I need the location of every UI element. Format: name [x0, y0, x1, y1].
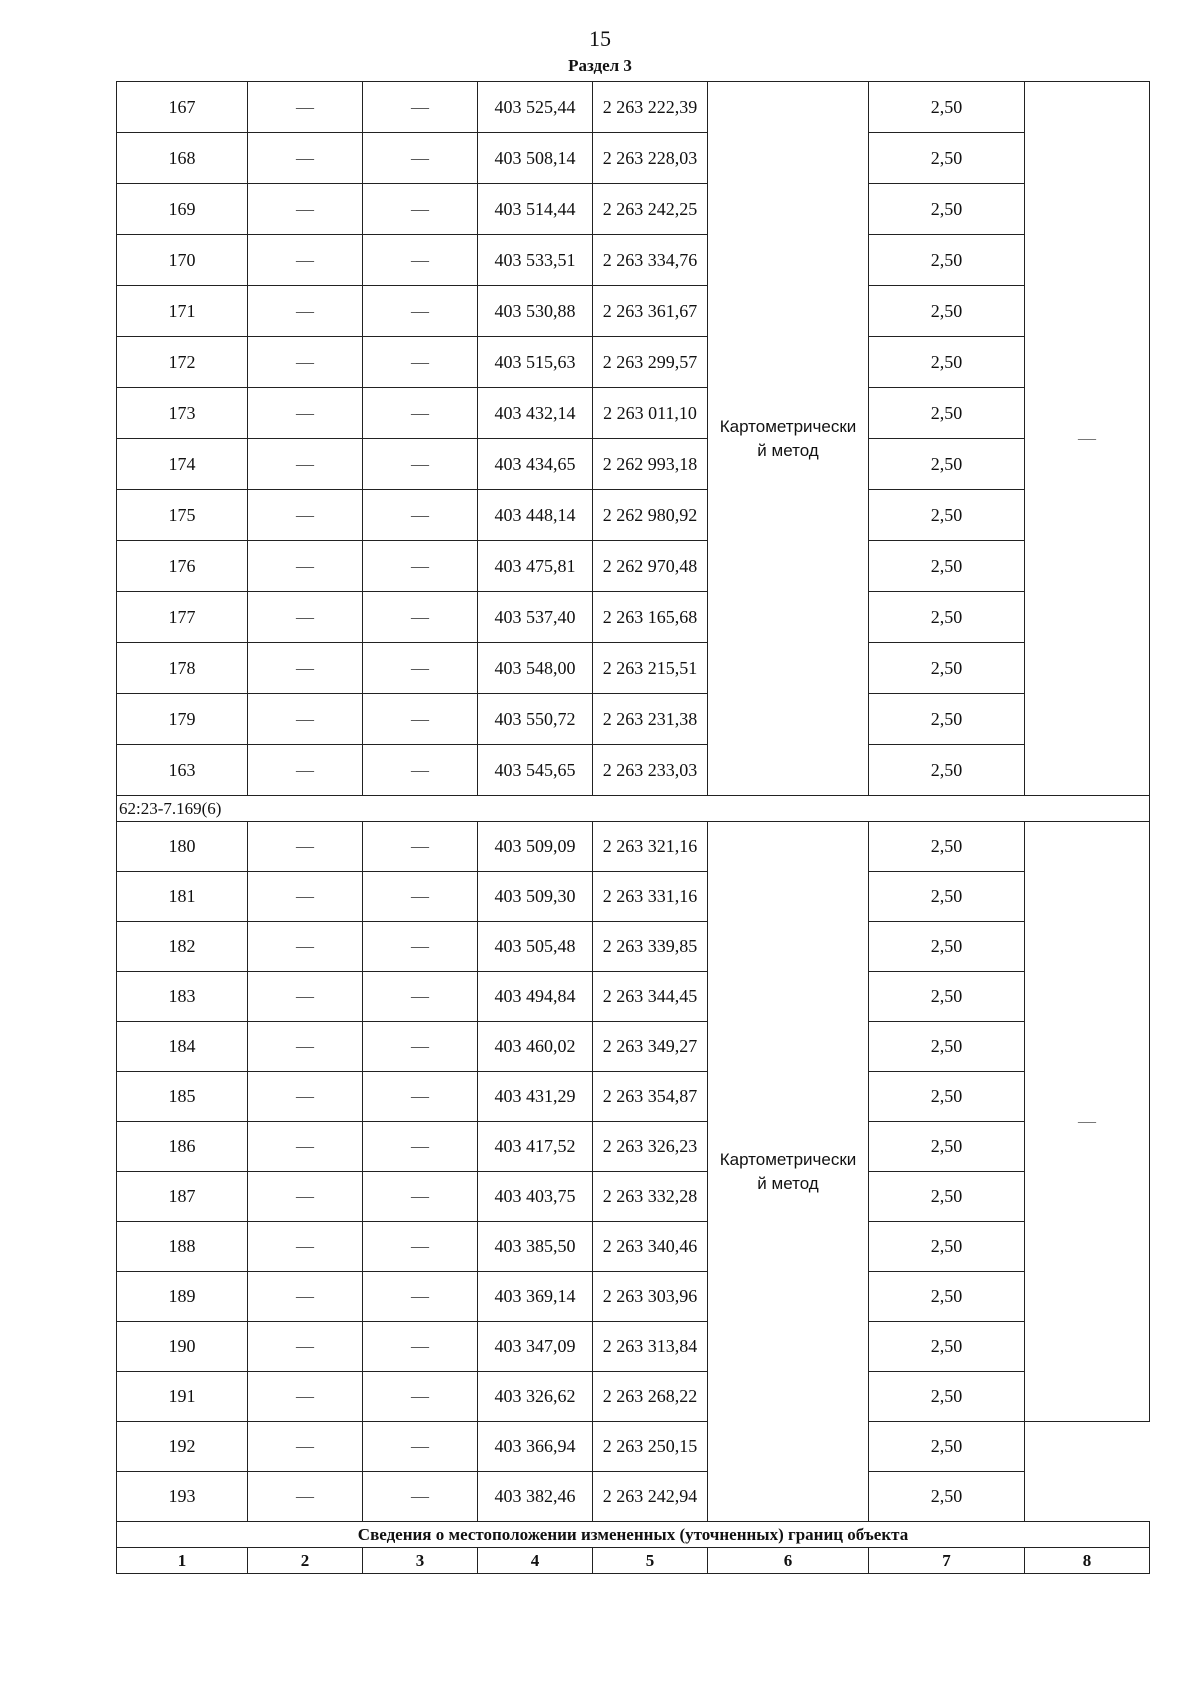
coord-y: 2 263 349,27 [593, 1022, 708, 1072]
coord-y: 2 263 361,67 [593, 286, 708, 337]
dash-cell: — [363, 745, 478, 796]
table-row [117, 643, 1150, 694]
dash-cell: — [248, 972, 363, 1022]
accuracy: 2,50 [869, 82, 1025, 133]
coord-x: 403 509,30 [478, 872, 593, 922]
accuracy: 2,50 [869, 1022, 1025, 1072]
table-row [117, 872, 1150, 922]
point-number: 174 [117, 439, 248, 490]
point-number: 186 [117, 1122, 248, 1172]
accuracy: 2,50 [869, 872, 1025, 922]
dash-cell: — [363, 82, 478, 133]
coord-y: 2 263 228,03 [593, 133, 708, 184]
coord-x: 403 366,94 [478, 1422, 593, 1472]
table-row [117, 286, 1150, 337]
dash-cell: — [363, 1172, 478, 1222]
coord-x: 403 509,09 [478, 822, 593, 872]
coord-x: 403 326,62 [478, 1372, 593, 1422]
dash-cell: — [363, 1372, 478, 1422]
table-row [117, 1122, 1150, 1172]
dash-cell: — [248, 694, 363, 745]
coord-x: 403 545,65 [478, 745, 593, 796]
coord-y: 2 263 331,16 [593, 872, 708, 922]
coord-y: 2 263 354,87 [593, 1072, 708, 1122]
table-row [117, 388, 1150, 439]
section-title: Раздел 3 [568, 56, 632, 75]
dash-cell: — [248, 872, 363, 922]
method-cell [708, 82, 869, 796]
table-caption: Сведения о местоположении измененных (уточненных) границ объекта [117, 1522, 1150, 1548]
table-row [117, 337, 1150, 388]
dash-cell: — [363, 822, 478, 872]
method-text: Картометрически [719, 416, 857, 436]
point-number: 172 [117, 337, 248, 388]
dash-cell: — [248, 922, 363, 972]
dash-cell: — [363, 1322, 478, 1372]
coord-y: 2 263 339,85 [593, 922, 708, 972]
column-number: 5 [593, 1548, 708, 1574]
point-number: 169 [117, 184, 248, 235]
dash-cell: — [363, 541, 478, 592]
accuracy: 2,50 [869, 694, 1025, 745]
dash-cell: — [363, 872, 478, 922]
coord-x: 403 508,14 [478, 133, 593, 184]
column-number: 7 [869, 1548, 1025, 1574]
point-number: 180 [117, 822, 248, 872]
coord-y: 2 263 242,25 [593, 184, 708, 235]
table-row [117, 490, 1150, 541]
accuracy: 2,50 [869, 1122, 1025, 1172]
accuracy: 2,50 [869, 1222, 1025, 1272]
table-row [117, 1372, 1150, 1422]
method-text: й метод [757, 1173, 819, 1193]
coord-y: 2 263 233,03 [593, 745, 708, 796]
coord-x: 403 550,72 [478, 694, 593, 745]
coord-y: 2 263 332,28 [593, 1172, 708, 1222]
dash-cell: — [248, 1022, 363, 1072]
coord-y: 2 263 340,46 [593, 1222, 708, 1272]
method-text: Картометрически [719, 1149, 857, 1169]
dash-cell: — [248, 1372, 363, 1422]
coord-y: 2 262 980,92 [593, 490, 708, 541]
point-number: 171 [117, 286, 248, 337]
coord-y: 2 263 242,94 [593, 1472, 708, 1522]
point-number: 167 [117, 82, 248, 133]
table-row [117, 1172, 1150, 1222]
dash-cell: — [363, 1022, 478, 1072]
parcel-id: 62:23-7.169(6) [117, 796, 1150, 822]
coord-x: 403 417,52 [478, 1122, 593, 1172]
dash-cell: — [248, 286, 363, 337]
point-number: 173 [117, 388, 248, 439]
dash-cell: — [248, 337, 363, 388]
table-row [117, 439, 1150, 490]
coord-x: 403 505,48 [478, 922, 593, 972]
point-number: 181 [117, 872, 248, 922]
col8-empty [1025, 1422, 1150, 1522]
dash-cell: — [363, 972, 478, 1022]
accuracy: 2,50 [869, 592, 1025, 643]
method-text: й метод [757, 440, 819, 460]
table-row [117, 1422, 1150, 1472]
point-number: 177 [117, 592, 248, 643]
point-number: 179 [117, 694, 248, 745]
accuracy: 2,50 [869, 1472, 1025, 1522]
dash-cell: — [248, 439, 363, 490]
dash-cell: — [248, 643, 363, 694]
dash-cell: — [248, 490, 363, 541]
dash-cell: — [248, 133, 363, 184]
point-number: 168 [117, 133, 248, 184]
accuracy: 2,50 [869, 1272, 1025, 1322]
coord-y: 2 263 215,51 [593, 643, 708, 694]
dash-cell: — [363, 133, 478, 184]
accuracy: 2,50 [869, 439, 1025, 490]
point-number: 193 [117, 1472, 248, 1522]
table-row [117, 1322, 1150, 1372]
table-row [117, 1022, 1150, 1072]
coord-y: 2 263 011,10 [593, 388, 708, 439]
table-row [117, 82, 1150, 133]
point-number: 190 [117, 1322, 248, 1372]
table-row [117, 184, 1150, 235]
table-row [117, 1472, 1150, 1522]
point-number: 175 [117, 490, 248, 541]
column-number: 6 [708, 1548, 869, 1574]
point-number: 192 [117, 1422, 248, 1472]
table-row [117, 822, 1150, 872]
point-number: 189 [117, 1272, 248, 1322]
point-number: 187 [117, 1172, 248, 1222]
coord-x: 403 515,63 [478, 337, 593, 388]
point-number: 184 [117, 1022, 248, 1072]
accuracy: 2,50 [869, 1172, 1025, 1222]
coord-x: 403 494,84 [478, 972, 593, 1022]
dash-cell: — [248, 388, 363, 439]
dash-cell: — [363, 490, 478, 541]
point-number: 182 [117, 922, 248, 972]
coord-y: 2 263 268,22 [593, 1372, 708, 1422]
dash-cell: — [248, 1272, 363, 1322]
column-number: 3 [363, 1548, 478, 1574]
accuracy: 2,50 [869, 1372, 1025, 1422]
dash-cell: — [363, 592, 478, 643]
accuracy: 2,50 [869, 133, 1025, 184]
coord-y: 2 263 222,39 [593, 82, 708, 133]
point-number: 188 [117, 1222, 248, 1272]
accuracy: 2,50 [869, 286, 1025, 337]
column-number: 1 [117, 1548, 248, 1574]
accuracy: 2,50 [869, 745, 1025, 796]
coord-y: 2 263 299,57 [593, 337, 708, 388]
dash-cell: — [248, 1072, 363, 1122]
coord-y: 2 263 313,84 [593, 1322, 708, 1372]
table-row [117, 1072, 1150, 1122]
point-number: 191 [117, 1372, 248, 1422]
point-number: 170 [117, 235, 248, 286]
coord-x: 403 382,46 [478, 1472, 593, 1522]
coord-x: 403 369,14 [478, 1272, 593, 1322]
accuracy: 2,50 [869, 822, 1025, 872]
dash-cell: — [363, 643, 478, 694]
coordinates-table [116, 81, 1150, 1574]
coord-x: 403 525,44 [478, 82, 593, 133]
coord-x: 403 403,75 [478, 1172, 593, 1222]
column-number: 4 [478, 1548, 593, 1574]
coord-y: 2 262 970,48 [593, 541, 708, 592]
coord-y: 2 263 303,96 [593, 1272, 708, 1322]
dash-cell: — [363, 235, 478, 286]
table-body [117, 82, 1150, 1574]
coord-x: 403 347,09 [478, 1322, 593, 1372]
coord-y: 2 263 250,15 [593, 1422, 708, 1472]
coord-y: 2 263 231,38 [593, 694, 708, 745]
point-number: 185 [117, 1072, 248, 1122]
coord-x: 403 431,29 [478, 1072, 593, 1122]
dash-cell: — [248, 1322, 363, 1372]
column-number: 2 [248, 1548, 363, 1574]
point-number: 176 [117, 541, 248, 592]
col8-cell: — [1025, 822, 1150, 1422]
coord-x: 403 434,65 [478, 439, 593, 490]
dash-cell: — [248, 745, 363, 796]
accuracy: 2,50 [869, 1422, 1025, 1472]
dash-cell: — [363, 439, 478, 490]
accuracy: 2,50 [869, 922, 1025, 972]
table-row [117, 745, 1150, 796]
accuracy: 2,50 [869, 235, 1025, 286]
dash-cell: — [248, 82, 363, 133]
coord-x: 403 460,02 [478, 1022, 593, 1072]
table-row [117, 133, 1150, 184]
point-number: 163 [117, 745, 248, 796]
coord-y: 2 262 993,18 [593, 439, 708, 490]
coord-y: 2 263 321,16 [593, 822, 708, 872]
dash-cell: — [363, 1122, 478, 1172]
coord-x: 403 432,14 [478, 388, 593, 439]
dash-cell: — [363, 1472, 478, 1522]
dash-cell: — [248, 822, 363, 872]
table-row [117, 541, 1150, 592]
table-row [117, 235, 1150, 286]
dash-cell: — [363, 184, 478, 235]
coord-x: 403 385,50 [478, 1222, 593, 1272]
dash-cell: — [363, 388, 478, 439]
dash-cell: — [248, 1422, 363, 1472]
coord-x: 403 448,14 [478, 490, 593, 541]
accuracy: 2,50 [869, 1322, 1025, 1372]
coord-x: 403 537,40 [478, 592, 593, 643]
accuracy: 2,50 [869, 972, 1025, 1022]
accuracy: 2,50 [869, 388, 1025, 439]
accuracy: 2,50 [869, 643, 1025, 694]
coord-x: 403 530,88 [478, 286, 593, 337]
accuracy: 2,50 [869, 1072, 1025, 1122]
dash-cell: — [248, 184, 363, 235]
dash-cell: — [248, 1122, 363, 1172]
page-number: 15 [589, 26, 611, 51]
coord-y: 2 263 326,23 [593, 1122, 708, 1172]
dash-cell: — [248, 235, 363, 286]
dash-cell: — [248, 1472, 363, 1522]
dash-cell: — [363, 1072, 478, 1122]
dash-cell: — [363, 1272, 478, 1322]
accuracy: 2,50 [869, 184, 1025, 235]
caption-row [117, 1522, 1150, 1548]
coord-x: 403 533,51 [478, 235, 593, 286]
dash-cell: — [248, 541, 363, 592]
table-row [117, 592, 1150, 643]
point-number: 178 [117, 643, 248, 694]
table-row [117, 922, 1150, 972]
dash-cell: — [363, 1422, 478, 1472]
col8-cell: — [1025, 82, 1150, 796]
table-row [117, 694, 1150, 745]
accuracy: 2,50 [869, 337, 1025, 388]
table-row [117, 1222, 1150, 1272]
table-row [117, 972, 1150, 1022]
dash-cell: — [363, 286, 478, 337]
dash-cell: — [363, 337, 478, 388]
coord-y: 2 263 165,68 [593, 592, 708, 643]
parcel-header-row [117, 796, 1150, 822]
coord-x: 403 514,44 [478, 184, 593, 235]
coord-x: 403 475,81 [478, 541, 593, 592]
column-number-row [117, 1548, 1150, 1574]
dash-cell: — [248, 592, 363, 643]
dash-cell: — [363, 922, 478, 972]
column-number: 8 [1025, 1548, 1150, 1574]
coord-y: 2 263 334,76 [593, 235, 708, 286]
table-row [117, 1272, 1150, 1322]
accuracy: 2,50 [869, 490, 1025, 541]
dash-cell: — [363, 694, 478, 745]
dash-cell: — [248, 1172, 363, 1222]
dash-cell: — [248, 1222, 363, 1272]
point-number: 183 [117, 972, 248, 1022]
method-cell [708, 822, 869, 1522]
dash-cell: — [363, 1222, 478, 1272]
coord-y: 2 263 344,45 [593, 972, 708, 1022]
accuracy: 2,50 [869, 541, 1025, 592]
coord-x: 403 548,00 [478, 643, 593, 694]
